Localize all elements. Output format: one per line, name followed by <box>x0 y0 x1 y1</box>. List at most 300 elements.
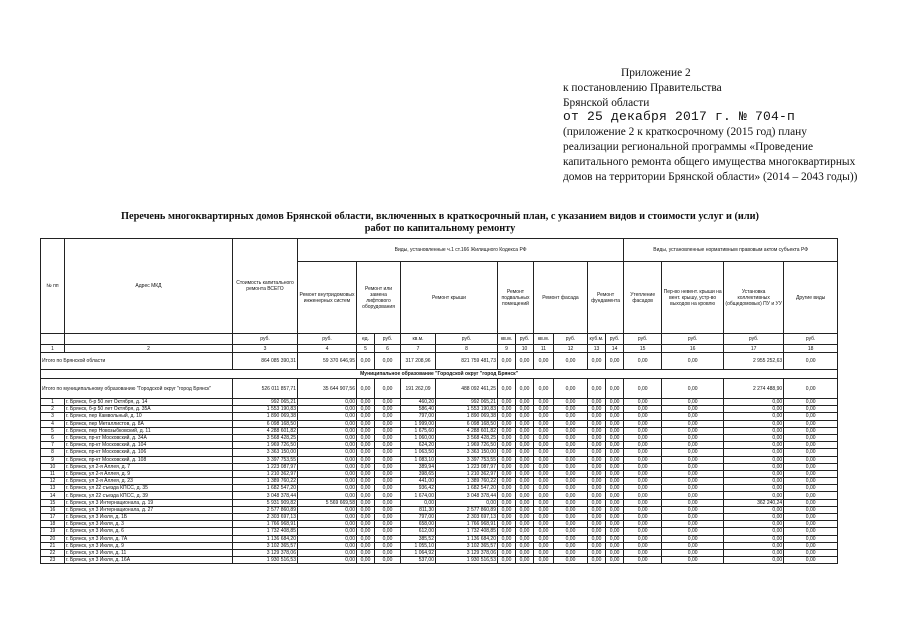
row-other: 0,00 <box>784 406 838 413</box>
header-cost-total: Стоимость капитального ремонта ВСЕГО <box>233 239 298 334</box>
row-ventilation: 0,00 <box>662 413 724 420</box>
unit-cell: руб. <box>298 334 357 345</box>
row-roof-cost: 1 890 069,38 <box>436 413 498 420</box>
row-facade-area: 0,00 <box>534 499 554 506</box>
row-address: г. Брянск, ул 22 съезда КПСС, д. 35 <box>65 485 233 492</box>
total-cell: 0,00 <box>662 379 724 399</box>
row-insulation: 0,00 <box>624 528 662 535</box>
row-elevator-units: 0,00 <box>357 549 375 556</box>
row-basement-area: 0,00 <box>498 427 516 434</box>
row-other: 0,00 <box>784 399 838 406</box>
row-elevator-cost: 0,00 <box>375 449 401 456</box>
appendix-line: к постановлению Правительства <box>563 81 722 94</box>
row-facade-cost: 0,00 <box>554 463 588 470</box>
row-foundation-volume: 0,00 <box>588 499 606 506</box>
row-elevator-cost: 0,00 <box>375 470 401 477</box>
table-row <box>41 506 838 513</box>
row-foundation-cost: 0,00 <box>606 399 624 406</box>
row-meters: 0,00 <box>724 535 784 542</box>
row-facade-area: 0,00 <box>534 456 554 463</box>
col-number: 11 <box>534 345 554 353</box>
row-other: 0,00 <box>784 549 838 556</box>
row-insulation: 0,00 <box>624 514 662 521</box>
row-basement-cost: 0,00 <box>516 506 534 513</box>
row-foundation-cost: 0,00 <box>606 528 624 535</box>
unit-cell: кв.м. <box>534 334 554 345</box>
row-roof-cost: 1 766 968,91 <box>436 521 498 528</box>
row-engineering: 5 569 669,58 <box>298 499 357 506</box>
row-facade-area: 0,00 <box>534 492 554 499</box>
row-elevator-cost: 0,00 <box>375 514 401 521</box>
total-cell: 0,00 <box>624 353 662 370</box>
row-foundation-cost: 0,00 <box>606 442 624 449</box>
row-roof-cost: 1 732 408,85 <box>436 528 498 535</box>
total-cell: 0,00 <box>357 379 375 399</box>
row-meters: 0,00 <box>724 514 784 521</box>
row-engineering: 0,00 <box>298 449 357 456</box>
row-foundation-cost: 0,00 <box>606 463 624 470</box>
row-engineering: 0,00 <box>298 549 357 556</box>
row-facade-area: 0,00 <box>534 542 554 549</box>
row-basement-cost: 0,00 <box>516 399 534 406</box>
row-foundation-cost: 0,00 <box>606 535 624 542</box>
row-basement-area: 0,00 <box>498 434 516 441</box>
row-ventilation: 0,00 <box>662 399 724 406</box>
row-ventilation: 0,00 <box>662 456 724 463</box>
unit-cell: куб.м. <box>588 334 606 345</box>
col-number: 9 <box>498 345 516 353</box>
row-number: 7 <box>41 442 65 449</box>
row-roof-cost: 1 553 190,83 <box>436 406 498 413</box>
row-elevator-cost: 0,00 <box>375 535 401 542</box>
row-elevator-cost: 0,00 <box>375 406 401 413</box>
row-roof-cost: 1 682 547,20 <box>436 485 498 492</box>
row-meters: 0,00 <box>724 506 784 513</box>
row-foundation-cost: 0,00 <box>606 542 624 549</box>
row-meters: 0,00 <box>724 442 784 449</box>
row-other: 0,00 <box>784 442 838 449</box>
header-elevator: Ремонт или замена лифтового оборудования <box>357 262 401 334</box>
row-elevator-units: 0,00 <box>357 406 375 413</box>
row-basement-cost: 0,00 <box>516 434 534 441</box>
row-elevator-cost: 0,00 <box>375 427 401 434</box>
row-basement-cost: 0,00 <box>516 442 534 449</box>
total-cell: 0,00 <box>662 353 724 370</box>
row-number: 5 <box>41 427 65 434</box>
row-basement-area: 0,00 <box>498 478 516 485</box>
row-facade-cost: 0,00 <box>554 499 588 506</box>
row-total: 3 102 365,57 <box>233 542 298 549</box>
total-cell: 0,00 <box>534 353 554 370</box>
row-other: 0,00 <box>784 557 838 564</box>
row-address: г. Брянск, ул 3 Интернационала, д. 27 <box>65 506 233 513</box>
row-number: 8 <box>41 449 65 456</box>
row-facade-cost: 0,00 <box>554 528 588 535</box>
header-meters: Установка коллективных (общедомовых) ПУ и УУ <box>724 262 784 334</box>
header-group-subject: Виды, установленные нормативным правовым актом субъекта РФ <box>624 239 838 262</box>
row-elevator-cost: 0,00 <box>375 456 401 463</box>
row-insulation: 0,00 <box>624 427 662 434</box>
row-address: г. Брянск, пер Металлистов, д. 8А <box>65 420 233 427</box>
row-other: 0,00 <box>784 456 838 463</box>
row-facade-area: 0,00 <box>534 506 554 513</box>
row-basement-area: 0,00 <box>498 506 516 513</box>
row-basement-cost: 0,00 <box>516 535 534 542</box>
col-number: 4 <box>298 345 357 353</box>
header-insulation: Утепление фасадов <box>624 262 662 334</box>
row-insulation: 0,00 <box>624 549 662 556</box>
header-address: Адрес МКД <box>65 239 233 334</box>
row-insulation: 0,00 <box>624 413 662 420</box>
row-elevator-units: 0,00 <box>357 463 375 470</box>
row-roof-cost: 992 065,21 <box>436 399 498 406</box>
header-foundation: Ремонт фундамента <box>588 262 624 334</box>
row-elevator-units: 0,00 <box>357 413 375 420</box>
row-basement-cost: 0,00 <box>516 427 534 434</box>
row-basement-cost: 0,00 <box>516 549 534 556</box>
row-facade-cost: 0,00 <box>554 492 588 499</box>
row-foundation-cost: 0,00 <box>606 499 624 506</box>
row-address: г. Брянск, ул 3 Июля, д. 9 <box>65 542 233 549</box>
row-basement-cost: 0,00 <box>516 499 534 506</box>
row-roof-area: 1 674,00 <box>401 492 436 499</box>
row-basement-cost: 0,00 <box>516 542 534 549</box>
row-engineering: 0,00 <box>298 413 357 420</box>
row-basement-area: 0,00 <box>498 406 516 413</box>
row-facade-cost: 0,00 <box>554 456 588 463</box>
row-basement-cost: 0,00 <box>516 492 534 499</box>
row-roof-cost: 0,00 <box>436 499 498 506</box>
row-facade-cost: 0,00 <box>554 485 588 492</box>
row-number: 3 <box>41 413 65 420</box>
row-foundation-volume: 0,00 <box>588 470 606 477</box>
total-cell: 0,00 <box>784 379 838 399</box>
row-number: 19 <box>41 528 65 535</box>
row-address: г. Брянск, пр-кт Московский, д. 104 <box>65 442 233 449</box>
row-ventilation: 0,00 <box>662 521 724 528</box>
row-elevator-units: 0,00 <box>357 521 375 528</box>
table-header-row <box>41 239 838 262</box>
row-total: 2 303 697,13 <box>233 514 298 521</box>
row-address: г. Брянск, пр-кт Московский, д. 106 <box>65 449 233 456</box>
row-basement-cost: 0,00 <box>516 528 534 535</box>
table-row <box>41 549 838 556</box>
row-basement-area: 0,00 <box>498 542 516 549</box>
total-cell: 821 759 481,73 <box>436 353 498 370</box>
row-insulation: 0,00 <box>624 456 662 463</box>
row-number: 22 <box>41 549 65 556</box>
row-total: 3 397 753,55 <box>233 456 298 463</box>
header-basement: Ремонт подвальных помещений <box>498 262 534 334</box>
row-elevator-cost: 0,00 <box>375 485 401 492</box>
total-region-row <box>41 353 838 370</box>
appendix-line: Брянской области <box>563 96 650 109</box>
row-ventilation: 0,00 <box>662 406 724 413</box>
row-insulation: 0,00 <box>624 535 662 542</box>
row-elevator-units: 0,00 <box>357 399 375 406</box>
row-engineering: 0,00 <box>298 514 357 521</box>
row-insulation: 0,00 <box>624 442 662 449</box>
row-elevator-units: 0,00 <box>357 456 375 463</box>
row-basement-area: 0,00 <box>498 492 516 499</box>
row-roof-cost: 1 136 684,20 <box>436 535 498 542</box>
col-number: 16 <box>662 345 724 353</box>
row-facade-cost: 0,00 <box>554 549 588 556</box>
row-engineering: 0,00 <box>298 456 357 463</box>
row-foundation-cost: 0,00 <box>606 420 624 427</box>
row-meters: 0,00 <box>724 434 784 441</box>
row-foundation-volume: 0,00 <box>588 442 606 449</box>
row-meters: 0,00 <box>724 478 784 485</box>
document-title <box>40 211 840 235</box>
row-foundation-volume: 0,00 <box>588 535 606 542</box>
row-roof-area: 398,65 <box>401 470 436 477</box>
row-foundation-volume: 0,00 <box>588 463 606 470</box>
row-insulation: 0,00 <box>624 434 662 441</box>
row-roof-cost: 3 048 378,44 <box>436 492 498 499</box>
row-other: 0,00 <box>784 528 838 535</box>
total-cell: 0,00 <box>588 353 606 370</box>
total-muni-row <box>41 379 838 399</box>
row-basement-cost: 0,00 <box>516 463 534 470</box>
row-elevator-units: 0,00 <box>357 485 375 492</box>
row-facade-area: 0,00 <box>534 521 554 528</box>
row-elevator-cost: 0,00 <box>375 420 401 427</box>
row-roof-area: 658,00 <box>401 521 436 528</box>
unit-cell: руб. <box>784 334 838 345</box>
row-meters: 0,00 <box>724 557 784 564</box>
header-group-zhk: Виды, установленные ч.1 ст.166 Жилищного Кодекса РФ <box>298 239 624 262</box>
total-cell: 0,00 <box>534 379 554 399</box>
row-total: 1 732 408,85 <box>233 528 298 535</box>
title-line: Перечень многоквартирных домов Брянской области, включенных в краткосрочный план, с указанием видов и стоимости услуг и (или) <box>121 211 759 222</box>
row-engineering: 0,00 <box>298 420 357 427</box>
row-basement-cost: 0,00 <box>516 514 534 521</box>
row-ventilation: 0,00 <box>662 470 724 477</box>
row-foundation-cost: 0,00 <box>606 514 624 521</box>
unit-cell: руб. <box>606 334 624 345</box>
row-number: 4 <box>41 420 65 427</box>
total-cell: 191 262,09 <box>401 379 436 399</box>
row-ventilation: 0,00 <box>662 528 724 535</box>
header-ventilation: Пер-во невент. крыши на вент. крышу, устр-во выходов на кровлю <box>662 262 724 334</box>
header-other: Другие виды <box>784 262 838 334</box>
row-address: г. Брянск, б-р 50 лет Октября, д. 14 <box>65 399 233 406</box>
row-ventilation: 0,00 <box>662 478 724 485</box>
row-address: г. Брянск, ул 3 Июля, д. 3 <box>65 521 233 528</box>
row-engineering: 0,00 <box>298 557 357 564</box>
total-muni-label: Итого по муниципальному образованию "Городской округ "город Брянск" <box>41 379 233 399</box>
row-other: 0,00 <box>784 413 838 420</box>
row-address: г. Брянск, ул 2-я Аллея, д. 7 <box>65 463 233 470</box>
row-elevator-cost: 0,00 <box>375 557 401 564</box>
total-cell: 488 092 461,25 <box>436 379 498 399</box>
row-facade-cost: 0,00 <box>554 506 588 513</box>
row-ventilation: 0,00 <box>662 514 724 521</box>
row-foundation-cost: 0,00 <box>606 492 624 499</box>
table-row <box>41 449 838 456</box>
row-meters: 0,00 <box>724 406 784 413</box>
row-basement-cost: 0,00 <box>516 485 534 492</box>
row-number: 15 <box>41 499 65 506</box>
row-facade-area: 0,00 <box>534 549 554 556</box>
row-facade-cost: 0,00 <box>554 449 588 456</box>
row-number: 14 <box>41 492 65 499</box>
row-roof-area: 612,00 <box>401 528 436 535</box>
row-facade-cost: 0,00 <box>554 514 588 521</box>
unit-cell: кв.м. <box>498 334 516 345</box>
row-address: г. Брянск, пер Новозыбковский, д. 11 <box>65 427 233 434</box>
row-foundation-volume: 0,00 <box>588 492 606 499</box>
total-cell: 2 955 252,63 <box>724 353 784 370</box>
row-ventilation: 0,00 <box>662 535 724 542</box>
row-roof-area: 441,00 <box>401 478 436 485</box>
total-cell: 0,00 <box>357 353 375 370</box>
appendix-title: Приложение 2 <box>621 67 691 79</box>
total-cell: 0,00 <box>498 353 516 370</box>
house-rows <box>41 399 838 564</box>
row-facade-area: 0,00 <box>534 478 554 485</box>
row-ventilation: 0,00 <box>662 557 724 564</box>
total-cell: 317 208,96 <box>401 353 436 370</box>
row-elevator-units: 0,00 <box>357 449 375 456</box>
row-ventilation: 0,00 <box>662 506 724 513</box>
row-total: 1 890 069,38 <box>233 413 298 420</box>
row-address: г. Брянск, пр-кт Московский, д. 34А <box>65 434 233 441</box>
table-row <box>41 521 838 528</box>
table-row <box>41 557 838 564</box>
unit-cell: руб. <box>624 334 662 345</box>
row-roof-cost: 2 577 860,89 <box>436 506 498 513</box>
row-other: 0,00 <box>784 478 838 485</box>
row-facade-area: 0,00 <box>534 449 554 456</box>
total-cell: 59 370 646,95 <box>298 353 357 370</box>
col-number: 3 <box>233 345 298 353</box>
row-number: 2 <box>41 406 65 413</box>
houses-table <box>40 238 838 564</box>
row-engineering: 0,00 <box>298 485 357 492</box>
row-insulation: 0,00 <box>624 399 662 406</box>
row-ventilation: 0,00 <box>662 420 724 427</box>
row-insulation: 0,00 <box>624 557 662 564</box>
row-foundation-volume: 0,00 <box>588 478 606 485</box>
row-insulation: 0,00 <box>624 485 662 492</box>
total-cell: 0,00 <box>554 379 588 399</box>
row-other: 0,00 <box>784 535 838 542</box>
row-roof-area: 586,40 <box>401 406 436 413</box>
row-elevator-cost: 0,00 <box>375 521 401 528</box>
row-elevator-units: 0,00 <box>357 506 375 513</box>
row-basement-area: 0,00 <box>498 413 516 420</box>
row-facade-area: 0,00 <box>534 528 554 535</box>
col-number: 1 <box>41 345 65 353</box>
row-engineering: 0,00 <box>298 542 357 549</box>
row-other: 0,00 <box>784 542 838 549</box>
row-foundation-volume: 0,00 <box>588 427 606 434</box>
row-total: 1 969 726,50 <box>233 442 298 449</box>
row-engineering: 0,00 <box>298 406 357 413</box>
row-address: г. Брянск, ул 3 Июля, д. 6 <box>65 528 233 535</box>
row-foundation-cost: 0,00 <box>606 521 624 528</box>
row-ventilation: 0,00 <box>662 492 724 499</box>
row-elevator-units: 0,00 <box>357 492 375 499</box>
row-other: 0,00 <box>784 499 838 506</box>
total-cell: 2 274 488,90 <box>724 379 784 399</box>
appendix-block <box>563 66 863 184</box>
row-elevator-cost: 0,00 <box>375 399 401 406</box>
row-facade-area: 0,00 <box>534 463 554 470</box>
row-basement-area: 0,00 <box>498 485 516 492</box>
header-num: № пп <box>41 239 65 334</box>
total-region-label: Итого по Брянской области <box>41 353 233 370</box>
row-roof-cost: 6 098 168,50 <box>436 420 498 427</box>
row-elevator-units: 0,00 <box>357 557 375 564</box>
row-facade-cost: 0,00 <box>554 478 588 485</box>
col-number: 10 <box>516 345 534 353</box>
row-total: 6 098 168,50 <box>233 420 298 427</box>
row-facade-cost: 0,00 <box>554 406 588 413</box>
row-address: г. Брянск, ул 22 съезда КПСС, д. 39 <box>65 492 233 499</box>
header-roof: Ремонт крыши <box>401 262 498 334</box>
unit-cell: руб. <box>554 334 588 345</box>
row-foundation-volume: 0,00 <box>588 557 606 564</box>
row-roof-cost: 3 397 753,55 <box>436 456 498 463</box>
row-facade-area: 0,00 <box>534 413 554 420</box>
row-foundation-volume: 0,00 <box>588 542 606 549</box>
row-engineering: 0,00 <box>298 478 357 485</box>
row-roof-area: 1 064,92 <box>401 549 436 556</box>
row-number: 6 <box>41 434 65 441</box>
row-basement-area: 0,00 <box>498 557 516 564</box>
row-address: г. Брянск, ул 2-я Аллея, д. 9 <box>65 470 233 477</box>
total-cell: 0,00 <box>588 379 606 399</box>
total-cell: 0,00 <box>375 353 401 370</box>
row-elevator-cost: 0,00 <box>375 434 401 441</box>
row-foundation-volume: 0,00 <box>588 399 606 406</box>
unit-cell: руб. <box>662 334 724 345</box>
row-foundation-volume: 0,00 <box>588 449 606 456</box>
row-total: 1 766 968,91 <box>233 521 298 528</box>
total-cell: 526 011 857,71 <box>233 379 298 399</box>
row-elevator-units: 0,00 <box>357 528 375 535</box>
row-foundation-cost: 0,00 <box>606 449 624 456</box>
row-facade-cost: 0,00 <box>554 420 588 427</box>
row-roof-cost: 3 363 150,00 <box>436 449 498 456</box>
row-elevator-units: 0,00 <box>357 427 375 434</box>
row-facade-area: 0,00 <box>534 434 554 441</box>
table-row <box>41 420 838 427</box>
row-engineering: 0,00 <box>298 535 357 542</box>
row-total: 5 931 909,82 <box>233 499 298 506</box>
row-foundation-cost: 0,00 <box>606 485 624 492</box>
row-facade-area: 0,00 <box>534 485 554 492</box>
row-ventilation: 0,00 <box>662 542 724 549</box>
row-address: г. Брянск, пер Камвольный, д. 10 <box>65 413 233 420</box>
row-foundation-cost: 0,00 <box>606 557 624 564</box>
row-basement-cost: 0,00 <box>516 420 534 427</box>
appendix-date: от 25 декабря 2017 г. № 704-п <box>563 109 796 125</box>
row-address: г. Брянск, ул 3 Июля, д. 7А <box>65 535 233 542</box>
row-insulation: 0,00 <box>624 470 662 477</box>
row-address: г. Брянск, ул 3 Июля, д. 11 <box>65 549 233 556</box>
row-insulation: 0,00 <box>624 499 662 506</box>
total-cell: 0,00 <box>516 379 534 399</box>
row-meters: 0,00 <box>724 492 784 499</box>
row-roof-cost: 1 389 760,22 <box>436 478 498 485</box>
row-elevator-units: 0,00 <box>357 442 375 449</box>
row-number: 20 <box>41 535 65 542</box>
col-number: 18 <box>784 345 838 353</box>
